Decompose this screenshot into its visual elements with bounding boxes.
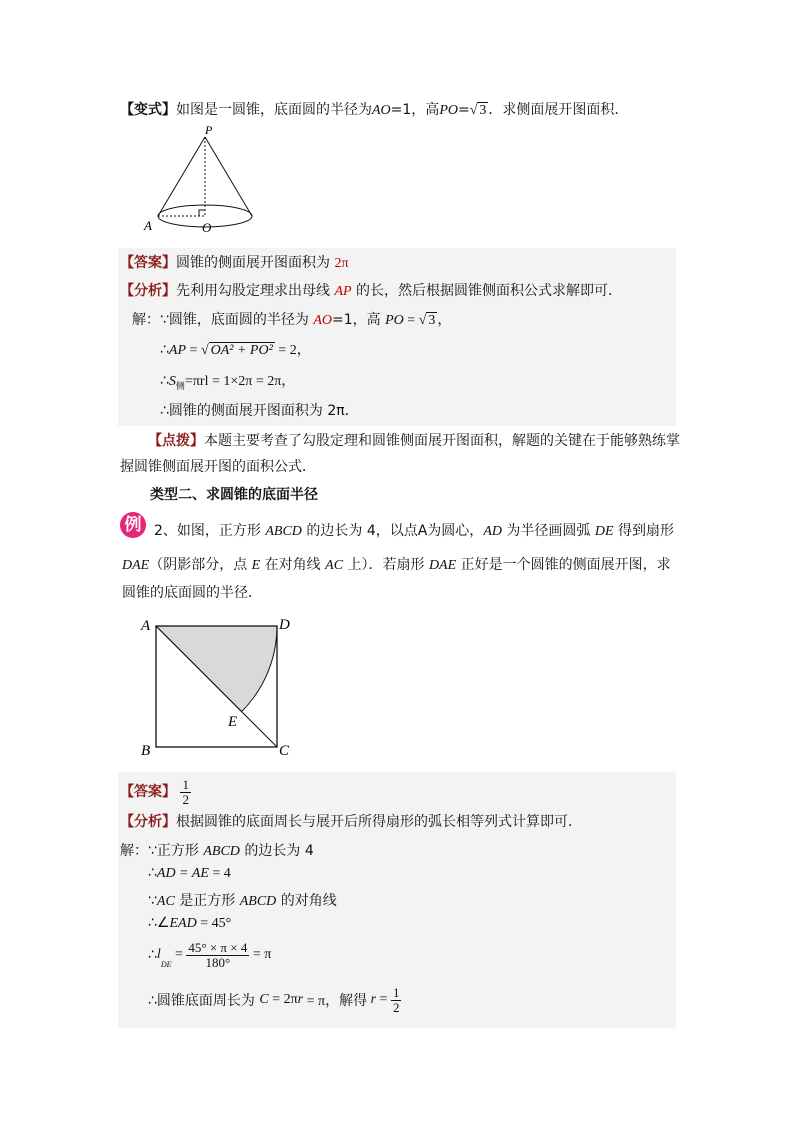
label-C-sq: C	[279, 743, 290, 759]
example-2-line-1: 2、如图，正方形 ABCD 的边长为 4，以点A为圆心，AD 为半径画圆弧 DE 得到扇形	[154, 523, 675, 539]
analysis-tag: 【分析】	[120, 283, 176, 299]
solution-2-line-5: $\therefore l_{DE}$ = $\frac{45^\circ \times \pi \times 4}{180^\circ}$ = π	[148, 940, 272, 970]
section-2-title: 类型二、求圆锥的底面半径	[150, 487, 318, 503]
label-O: O	[202, 220, 212, 235]
solution-2-line-1: 解：∵正方形 ABCD 的边长为 4	[120, 843, 314, 859]
example-badge: 例	[120, 512, 146, 538]
example-2-line-3: 圆锥的底面圆的半径．	[122, 585, 262, 601]
answer-2: 【答案】 $\frac{1}{2}$	[120, 777, 189, 807]
tip-1-line-1: 【点拨】本题主要考查了勾股定理和圆锥侧面展开图面积，解题的关键在于能够熟练掌	[148, 433, 680, 449]
solution-1-line-4: ∴圆锥的侧面展开图面积为 2π．	[160, 403, 359, 419]
right-angle-mark	[199, 210, 205, 216]
variant-question: 【变式】如图是一圆锥，底面圆的半径为AO=1，高PO=√ 3 ．求侧面展开图面积．	[120, 102, 629, 118]
cone-figure	[138, 122, 268, 237]
analysis-1: 【分析】先利用勾股定理求出母线 AP 的长，然后根据圆锥侧面积公式求解即可．	[120, 283, 623, 299]
label-D-sq: D	[279, 617, 290, 633]
cone-slant-left	[158, 137, 205, 216]
solution-1-line-1: 解：∵圆锥，底面圆的半径为 AO=1，高 PO = √ 3 ，	[132, 312, 452, 328]
answer-tag-2: 【答案】	[120, 784, 176, 801]
answer-tag: 【答案】	[120, 255, 176, 271]
label-P: P	[205, 123, 213, 137]
solution-2-line-2: ∴AD = AE = 4	[148, 865, 231, 881]
tip-1-line-2: 握圆锥侧面展开图的面积公式．	[120, 459, 316, 475]
label-E-sq: E	[228, 714, 238, 730]
label-B-sq: B	[141, 743, 151, 759]
analysis-tag-2: 【分析】	[120, 814, 176, 830]
cone-slant-right	[205, 137, 252, 216]
solution-2-line-4: ∴∠EAD = 45°	[148, 915, 232, 931]
label-A-sq: A	[141, 618, 151, 634]
label-A: A	[144, 218, 152, 233]
analysis-2: 【分析】根据圆锥的底面周长与展开后所得扇形的弧长相等列式计算即可．	[120, 814, 582, 830]
solution-2-line-3: ∵AC 是正方形 ABCD 的对角线	[148, 893, 337, 909]
solution-1-line-2: ∴AP = √ OA² + PO² = 2，	[160, 342, 311, 358]
sector-DAE	[156, 626, 277, 712]
tip-tag: 【点拨】	[148, 433, 204, 449]
example-2-line-2: DAE（阴影部分，点 E 在对角线 AC 上）．若扇形 DAE 正好是一个圆锥的侧面展开图，求	[122, 557, 671, 573]
answer-1: 【答案】圆锥的侧面展开图面积为 2π	[120, 255, 349, 271]
square-figure	[138, 612, 300, 762]
solution-2-line-6: ∴圆锥底面周长为 C = 2πr = π，解得 r = $\frac{1}{2}$	[148, 985, 400, 1015]
solution-1-line-3: $\therefore S_侧=\pi rl = 1\times 2\pi = 2\pi$，	[160, 373, 296, 392]
variant-tag: 【变式】	[120, 102, 176, 118]
